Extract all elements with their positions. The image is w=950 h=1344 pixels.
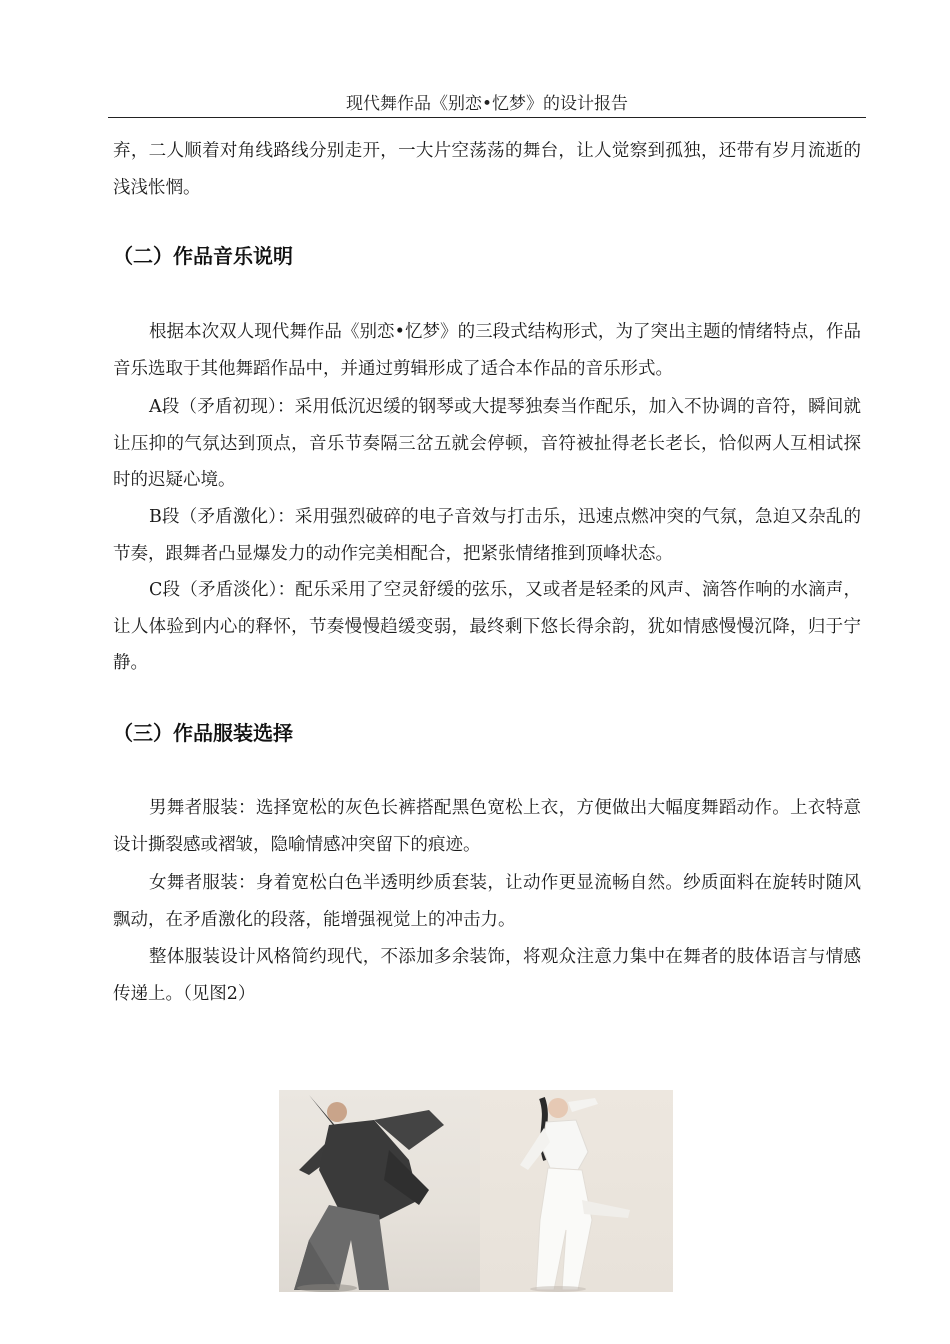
header-divider	[108, 117, 866, 118]
music-paragraph-a: A段（矛盾初现）：采用低沉迟缓的钢琴或大提琴独奏当作配乐，加入不协调的音符，瞬间就让压抑的气氛达到顶点，音乐节奏隔三岔五就会停顿，音符被扯得老长老长，恰似两人互相试探时的迟疑心境。	[113, 397, 861, 490]
costume-paragraph-female: 女舞者服装：身着宽松白色半透明纱质套装，让动作更显流畅自然。纱质面料在旋转时随风飘动，在矛盾激化的段落，能增强视觉上的冲击力。	[113, 873, 861, 930]
costume-paragraph-overall: 整体服装设计风格简约现代，不添加多余装饰，将观众注意力集中在舞者的肢体语言与情感传递上。（见图2）	[113, 947, 861, 1004]
music-paragraph-b: B段（矛盾激化）：采用强烈破碎的电子音效与打击乐，迅速点燃冲突的气氛，急迫又杂乱的节奏，跟舞者凸显爆发力的动作完美相配合，把紧张情绪推到顶峰状态。	[113, 507, 861, 564]
music-paragraph-1: 根据本次双人现代舞作品《别恋•忆梦》的三段式结构形式，为了突出主题的情绪特点，作品音乐选取于其他舞蹈作品中，并通过剪辑形成了适合本作品的音乐形式。	[113, 322, 861, 379]
costume-paragraph-male: 男舞者服装：选择宽松的灰色长裤搭配黑色宽松上衣，方便做出大幅度舞蹈动作。上衣特意设计撕裂感或褶皱，隐喻情感冲突留下的痕迹。	[113, 798, 861, 855]
female-dancer-image	[480, 1090, 673, 1292]
section-heading-music: （二）作品音乐说明	[113, 244, 293, 268]
male-dancer-illustration	[279, 1090, 480, 1292]
costume-figure	[279, 1090, 673, 1292]
male-dancer-image	[279, 1090, 480, 1292]
music-paragraph-c: C段（矛盾淡化）：配乐采用了空灵舒缓的弦乐，又或者是轻柔的风声、滴答作响的水滴声，让人体验到内心的释怀，节奏慢慢趋缓变弱，最终剩下悠长得余韵，犹如情感慢慢沉降，归于宁静。	[113, 580, 861, 673]
page-header-title: 现代舞作品《别恋•忆梦》的设计报告	[345, 94, 629, 114]
female-dancer-illustration	[480, 1090, 673, 1292]
intro-paragraph: 弃，二人顺着对角线路线分别走开，一大片空荡荡的舞台，让人觉察到孤独，还带有岁月流逝的浅浅怅惘。	[113, 141, 861, 198]
section-heading-costume: （三）作品服装选择	[113, 721, 293, 745]
